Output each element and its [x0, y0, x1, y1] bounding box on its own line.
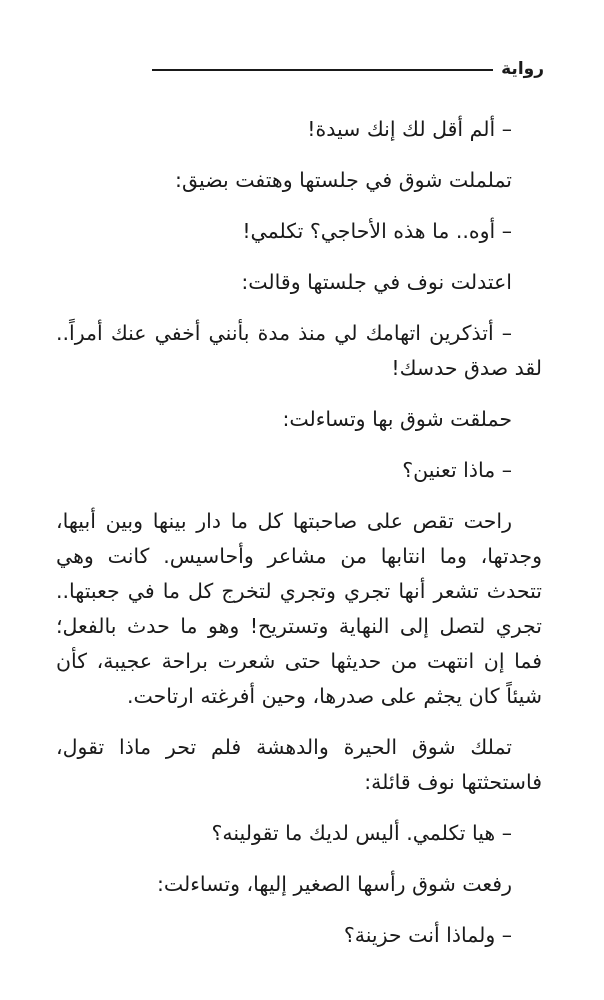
dialogue-line: – ولماذا أنت حزينة؟ — [343, 923, 512, 947]
narration-line: تململت شوق في جلستها وهتفت بضيق: — [175, 168, 512, 192]
narration-line: حملقت شوق بها وتساءلت: — [282, 407, 512, 431]
body-text — [56, 112, 542, 969]
narration-paragraph: راحت تقص على صاحبتها كل ما دار بينها وبين أبيها، وجدتها، وما انتابها من مشاعر وأحاسيس. كانت وهي تتحدث تشعر أنها تجري وتجري لتخرج كل ما في جعبتها.. تجري لتصل إلى النهاية وتستريح! وهو ما حدث بالفعل؛ فما إن انتهت من حديثها حتى شعرت براحة عجيبة، كأن شيئاً كان يجثم على صدرها، وحين أفرغته ارتاحت. — [56, 509, 542, 708]
narration-line: اعتدلت نوف في جلستها وقالت: — [241, 270, 512, 294]
dialogue-line: – ألم أقل لك إنك سيدة! — [307, 117, 512, 141]
header-rule — [152, 69, 493, 71]
running-header — [152, 56, 544, 82]
dialogue-line: – ماذا تعنين؟ — [402, 458, 512, 482]
narration-paragraph: تملك شوق الحيرة والدهشة فلم تحر ماذا تقول، فاستحثتها نوف قائلة: — [56, 735, 542, 794]
dialogue-line: – هيا تكلمي. أليس لديك ما تقولينه؟ — [211, 821, 512, 845]
header-title: رواية — [501, 59, 544, 79]
dialogue-line: – أوه.. ما هذه الأحاجي؟ تكلمي! — [242, 219, 512, 243]
dialogue-paragraph: – أتذكرين اتهامك لي منذ مدة بأنني أخفي عنك أمراً.. لقد صدق حدسك! — [56, 321, 542, 380]
narration-line: رفعت شوق رأسها الصغير إليها، وتساءلت: — [156, 872, 512, 896]
